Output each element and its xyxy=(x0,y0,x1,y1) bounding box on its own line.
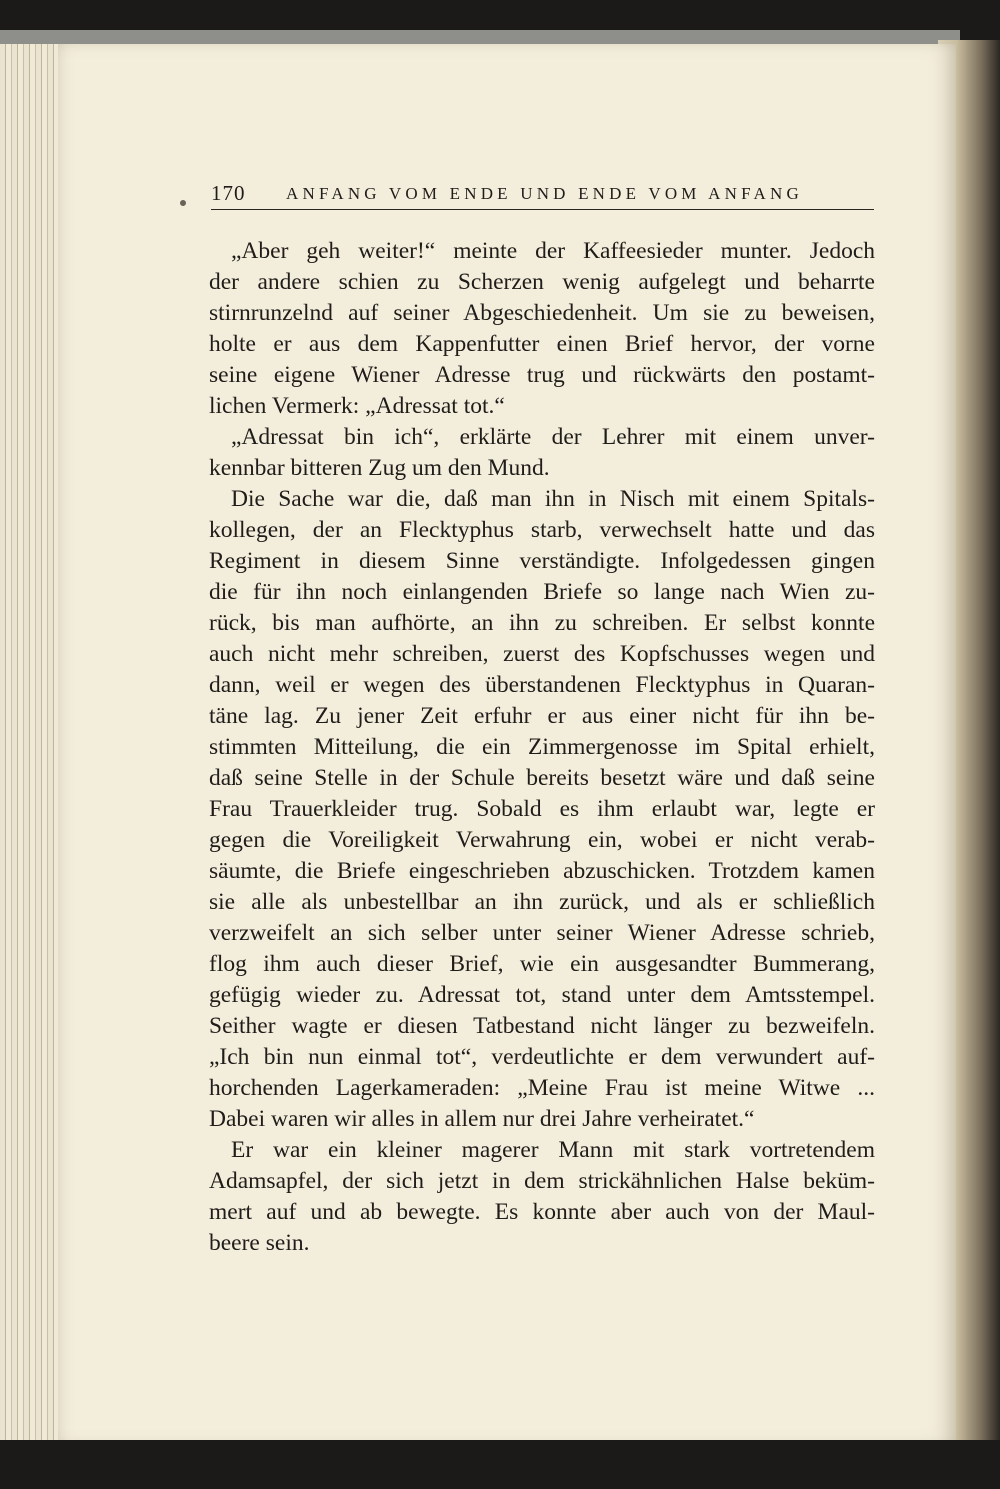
page-header xyxy=(211,179,874,210)
scan-bottom-edge xyxy=(0,1440,1000,1489)
body-text xyxy=(209,236,875,1259)
text-line: Seither wagte er diesen Tatbestand nicht länger zu bezweifeln. xyxy=(209,1013,875,1039)
text-line: mert auf und ab bewegte. Es konnte aber auch von der Maul- xyxy=(209,1199,875,1225)
text-line: gegen die Voreiligkeit Verwahrung ein, wobei er nicht verab- xyxy=(209,827,875,853)
text-line: kennbar bitteren Zug um den Mund. xyxy=(209,455,550,481)
text-line: Frau Trauerkleider trug. Sobald es ihm erlaubt war, legte er xyxy=(209,796,875,822)
text-line: horchenden Lagerkameraden: „Meine Frau ist meine Witwe ... xyxy=(209,1075,875,1101)
text-line: Dabei waren wir alles in allem nur drei Jahre verheiratet.“ xyxy=(209,1106,755,1132)
text-line: verzweifelt an sich selber unter seiner Wiener Adresse schrieb, xyxy=(209,920,875,946)
text-line: Er war ein kleiner magerer Mann mit stark vortretendem xyxy=(231,1137,875,1163)
text-line: flog ihm auch dieser Brief, wie ein ausgesandter Bummerang, xyxy=(209,951,875,977)
text-line: seine eigene Wiener Adresse trug und rückwärts den postamt- xyxy=(209,362,875,388)
text-line: die für ihn noch einlangenden Briefe so lange nach Wien zu- xyxy=(209,579,875,605)
text-line: rück, bis man aufhörte, an ihn zu schreiben. Er selbst konnte xyxy=(209,610,875,636)
text-line: Die Sache war die, daß man ihn in Nisch mit einem Spitals- xyxy=(231,486,875,512)
text-line: gefügig wieder zu. Adressat tot, stand unter dem Amtsstempel. xyxy=(209,982,875,1008)
text-line: lichen Vermerk: „Adressat tot.“ xyxy=(209,393,505,419)
page-number: 170 xyxy=(211,181,246,205)
text-line: kollegen, der an Flecktyphus starb, verwechselt hatte und das xyxy=(209,517,875,543)
text-line: „Ich bin nun einmal tot“, verdeutlichte er dem verwundert auf- xyxy=(209,1044,875,1070)
text-line: säumte, die Briefe eingeschrieben abzuschicken. Trotzdem kamen xyxy=(209,858,875,884)
text-line: dann, weil er wegen des überstandenen Flecktyphus in Quaran- xyxy=(209,672,875,698)
text-line: „Adressat bin ich“, erklärte der Lehrer mit einem unver- xyxy=(231,424,875,450)
text-line: stimmten Mitteilung, die ein Zimmergenosse im Spital erhielt, xyxy=(209,734,875,760)
text-line: „Aber geh weiter!“ meinte der Kaffeesieder munter. Jedoch xyxy=(231,238,875,264)
text-line: Regiment in diesem Sinne verständigte. Infolgedessen gingen xyxy=(209,548,875,574)
text-line: auch nicht mehr schreiben, zuerst des Kopfschusses wegen und xyxy=(209,641,875,667)
text-line: Adamsapfel, der sich jetzt in dem strickähnlichen Halse beküm- xyxy=(209,1168,875,1194)
running-head: ANFANG VOM ENDE UND ENDE VOM ANFANG xyxy=(286,184,803,203)
text-line: der andere schien zu Scherzen wenig aufgelegt und beharrte xyxy=(209,269,875,295)
text-line: stirnrunzelnd auf seiner Abgeschiedenheit. Um sie zu beweisen, xyxy=(209,300,875,326)
text-line: daß seine Stelle in der Schule bereits besetzt wäre und daß seine xyxy=(209,765,875,791)
text-line: täne lag. Zu jener Zeit erfuhr er aus einer nicht für ihn be- xyxy=(209,703,875,729)
text-line: sie alle als unbestellbar an ihn zurück, und als er schließlich xyxy=(209,889,875,915)
text-line: beere sein. xyxy=(209,1230,310,1256)
text-line: holte er aus dem Kappenfutter einen Brief hervor, der vorne xyxy=(209,331,875,357)
